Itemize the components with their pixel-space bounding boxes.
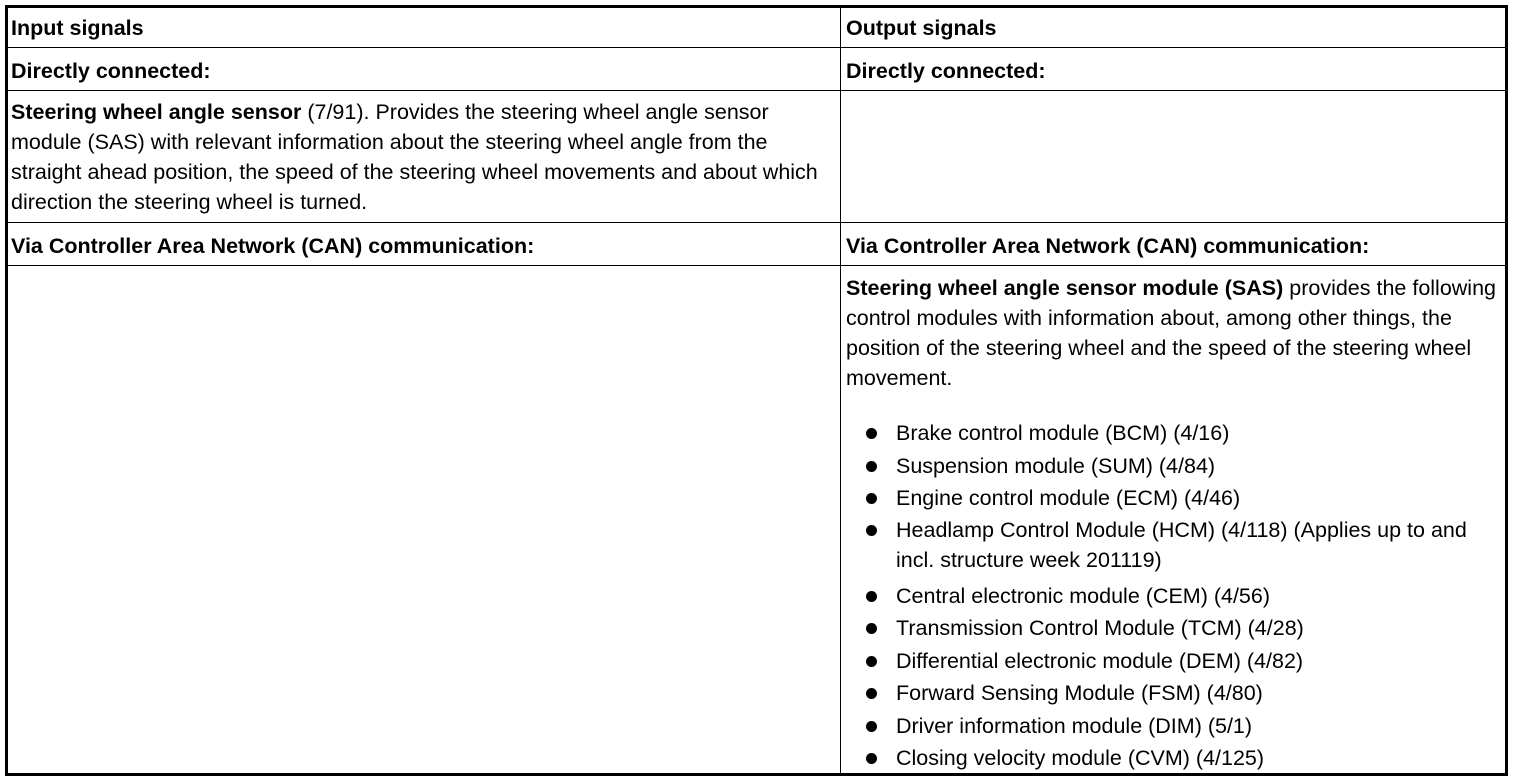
bullet-icon	[866, 525, 877, 536]
module-list	[846, 417, 1506, 775]
bullet-icon	[866, 753, 877, 764]
input-can-label: Via Controller Area Network (CAN) communication:	[11, 234, 535, 258]
bullet-icon	[866, 428, 877, 439]
sas-description: provides the following control modules with information about, among other things, the position of the steering wheel and the speed of the steering wheel movement.	[846, 276, 1496, 390]
sensor-description: (7/91). Provides the steering wheel angle sensor module (SAS) with relevant information about the steering wheel angle from the straight ahead position, the speed of the steering wheel movements and about which direction the steering wheel is turned.	[11, 100, 818, 214]
row-divider	[8, 222, 1505, 223]
bullet-icon	[866, 656, 877, 667]
list-item: Headlamp Control Module (HCM) (4/118) (Applies up to and incl. structure week 201119)	[846, 515, 1506, 580]
bullet-icon	[866, 461, 877, 472]
output-directly-connected-label: Directly connected:	[846, 59, 1046, 83]
list-item: Engine control module (ECM) (4/46)	[846, 482, 1506, 515]
row-divider	[8, 90, 1505, 91]
bullet-icon	[866, 688, 877, 699]
sensor-name: Steering wheel angle sensor	[11, 100, 302, 124]
row-divider	[8, 47, 1505, 48]
list-item: Forward Sensing Module (FSM) (4/80)	[846, 677, 1506, 710]
output-signals-header: Output signals	[846, 16, 997, 40]
list-item: Transmission Control Module (TCM) (4/28)	[846, 612, 1506, 645]
list-item: Driver information module (DIM) (5/1)	[846, 710, 1506, 743]
list-item: Closing velocity module (CVM) (4/125)	[846, 742, 1506, 775]
bullet-icon	[866, 623, 877, 634]
input-direct-description	[11, 97, 821, 217]
bullet-icon	[866, 493, 877, 504]
output-can-description	[846, 273, 1506, 393]
bullet-icon	[866, 721, 877, 732]
row-divider	[8, 265, 1505, 266]
module-list-container	[846, 417, 1506, 775]
output-can-label: Via Controller Area Network (CAN) communication:	[846, 234, 1370, 258]
input-directly-connected-label: Directly connected:	[11, 59, 211, 83]
list-item: Differential electronic module (DEM) (4/82)	[846, 645, 1506, 678]
bullet-icon	[866, 591, 877, 602]
sas-module-name: Steering wheel angle sensor module (SAS)	[846, 276, 1284, 300]
list-item: Brake control module (BCM) (4/16)	[846, 417, 1506, 450]
list-item: Central electronic module (CEM) (4/56)	[846, 580, 1506, 613]
list-item: Suspension module (SUM) (4/84)	[846, 450, 1506, 483]
signals-table	[5, 5, 1508, 776]
column-divider	[840, 8, 841, 773]
input-signals-header: Input signals	[11, 16, 144, 40]
